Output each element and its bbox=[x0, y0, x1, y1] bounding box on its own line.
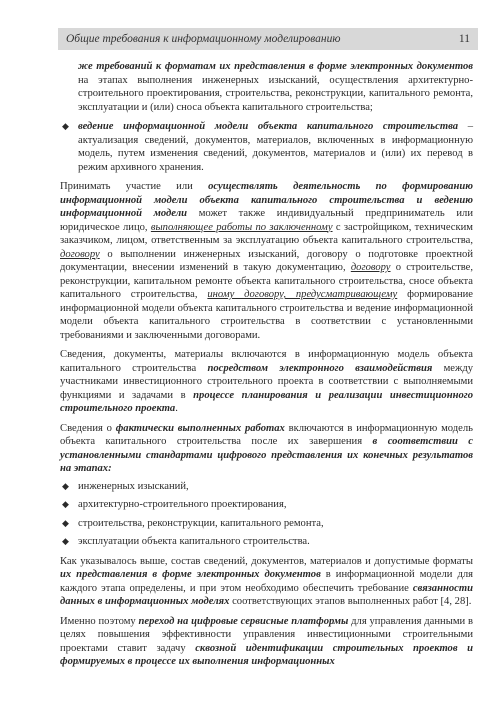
paragraph-documents bbox=[60, 348, 473, 416]
continued-paragraph bbox=[78, 60, 473, 114]
text-run: о выполнении инженерных изысканий, договору о подготовке проектной документации, внесении изменений в такую документацию, bbox=[60, 248, 473, 273]
list-item bbox=[60, 535, 473, 549]
list-item-vedenie bbox=[60, 120, 473, 174]
diamond-bullet-icon: ◆ bbox=[62, 480, 69, 491]
page-body bbox=[60, 60, 473, 675]
diamond-bullet-icon: ◆ bbox=[62, 536, 69, 546]
text-run: Как указывалось выше, состав сведений, документов, материалов и допустимые форматы bbox=[60, 555, 473, 567]
text-run: Сведения о bbox=[60, 422, 116, 434]
list-item-text: инженерных изысканий, bbox=[78, 480, 189, 492]
text-run: Именно поэтому bbox=[60, 615, 139, 627]
text-run: между участниками инвестиционного строительного проекта в соответствии с выполняемыми функциями и задачами в bbox=[60, 362, 474, 401]
text-run: для управления данными в целях повышения эффективности управления инвестиционными строительными проектами ставит задачу bbox=[60, 615, 473, 654]
text-run-underlined: выполняющее работы по заключенному bbox=[150, 221, 333, 233]
list-item-text: архитектурно-строительного проектирования, bbox=[78, 499, 287, 510]
text-run: может также индивидуальный предприниматель или юридическое лицо, bbox=[60, 208, 473, 233]
text-run: на этапах выполнения инженерных изысканий, осуществления архитектурно-строительного проектирования, строительства, реконструкции, капитального ремонта, эксплуатации и (или) сноса объекта капитального строительства; bbox=[78, 74, 473, 113]
page-number: 11 bbox=[458, 33, 470, 45]
text-run: – актуализация сведений, документов, материалов, включенных в информационную модель, путем изменения сведений, документов, материалов и (или) их перевод в режим архивного хранения. bbox=[78, 121, 474, 173]
header-title: Общие требования к информационному моделированию bbox=[66, 33, 341, 45]
diamond-bullet-icon: ◆ bbox=[62, 121, 69, 131]
text-run: в информационной модели для каждого этапа определены, и при этом необходимо обеспечить требование bbox=[60, 569, 473, 594]
text-run-emphasis: связанности данных в информационных моделях bbox=[60, 582, 473, 607]
diamond-bullet-icon: ◆ bbox=[62, 517, 69, 528]
text-run-emphasis: процессе планирования и реализации инвестиционного строительного проекта bbox=[60, 389, 473, 414]
text-run: формирование информационной модели объекта капитального строительства и ведение информационной модели объекта капитального строительства в соответствии с установленными требованиями и заключенными договорами. bbox=[60, 289, 474, 341]
text-run: Сведения, документы, материалы включаются в информационную модель объекта капитального строительства bbox=[60, 349, 473, 374]
text-run-underlined: договору bbox=[60, 248, 100, 260]
text-run-emphasis: посредством электронного взаимодействия bbox=[207, 362, 433, 374]
text-run: соответствующих этапов выполненных работ [4, 28]. bbox=[229, 596, 472, 607]
text-run: с застройщиком, техническим заказчиком, лицом, ответственным за эксплуатацию объекта капитального строительства, bbox=[60, 221, 474, 246]
text-run: включаются в информационную модель объекта капитального строительства после их завершения bbox=[60, 422, 474, 447]
text-run-emphasis: в соответствии с установленными стандартами цифрового представления их конечных результатов на этапах: bbox=[60, 436, 474, 474]
text-run: Принимать участие или bbox=[60, 181, 209, 192]
text-run-emphasis: переход на цифровые сервисные платформы bbox=[138, 615, 349, 627]
list-item bbox=[60, 498, 473, 512]
list-item-text: строительства, реконструкции, капитального ремонта, bbox=[78, 517, 324, 529]
paragraph-completed-works bbox=[60, 422, 473, 476]
text-run-emphasis: сквозной идентификации строительных проектов и формируемых в процессе их выполнения информационных bbox=[60, 642, 474, 667]
text-run-emphasis: фактически выполненных работах bbox=[115, 422, 285, 434]
text-run-emphasis: требований к форматам их представления в форме электронных документов bbox=[96, 61, 473, 72]
text-run-underlined: иному договору, предусматривающему bbox=[207, 289, 398, 300]
diamond-bullet-icon: ◆ bbox=[62, 499, 69, 509]
text-run: . bbox=[175, 403, 178, 414]
text-run-emphasis: ведение информационной модели объекта капитального строительства bbox=[78, 121, 459, 132]
list-item-text: эксплуатации объекта капитального строительства. bbox=[78, 536, 310, 547]
text-run-emphasis: осуществлять деятельность по формированию информационной модели объекта капитального строительства и ведению информационной модели bbox=[60, 181, 473, 219]
text-run-emphasis: их представления в форме электронных документов bbox=[60, 569, 321, 580]
list-item bbox=[60, 517, 473, 531]
paragraph-participation bbox=[60, 180, 473, 342]
text-run: же bbox=[78, 61, 97, 72]
text-run-underlined: договору bbox=[350, 262, 391, 273]
text-run: о строительстве, реконструкции, капитальном ремонте объекта капитального строительства, сносе объекта капитального строительства, bbox=[60, 262, 473, 300]
page-header bbox=[58, 28, 478, 50]
paragraph-digital-platforms bbox=[60, 615, 473, 669]
paragraph-formats bbox=[60, 555, 473, 609]
stages-list bbox=[60, 480, 473, 549]
list-item bbox=[60, 480, 473, 494]
